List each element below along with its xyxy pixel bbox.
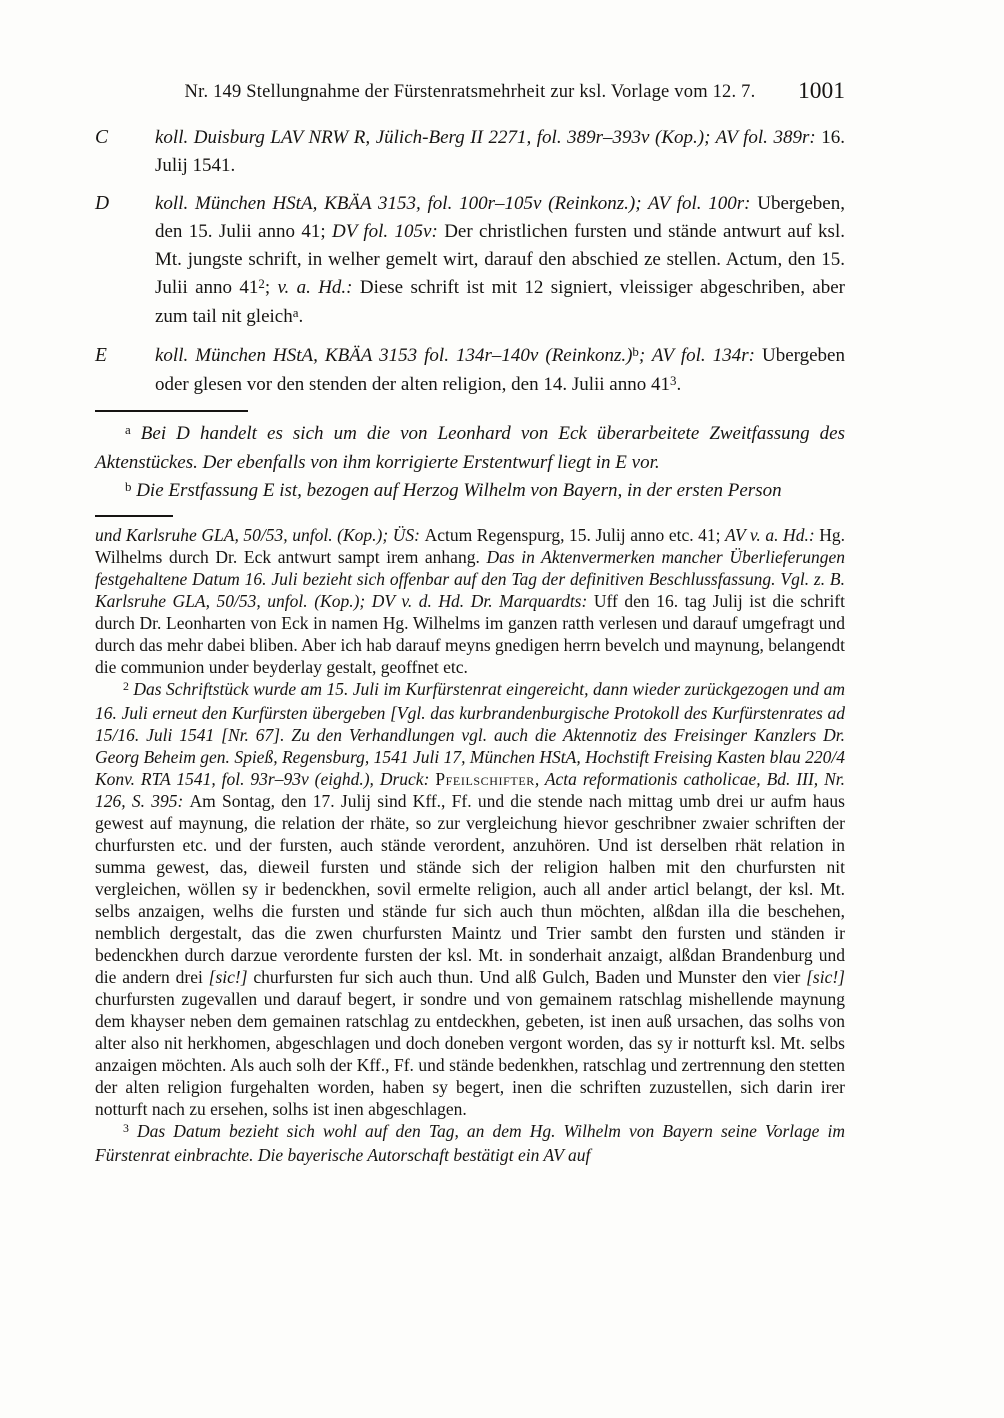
letter-footnotes: [95, 420, 845, 506]
footnote-3: $^3$ Das Datum bezieht sich wohl auf den Tag, an dem Hg. Wilhelm von Bayern seine Vorlage im Fürstenrat einbrachte. Die bayerische Autorschaft bestätigt ein AV auf: [95, 1121, 845, 1165]
footnote-b: $^b$ Die Erstfassung E ist, bezogen auf Herzog Wilhelm von Bayern, in der ersten Person: [125, 478, 782, 501]
source-entry-label: E: [95, 345, 107, 366]
source-entry-E: [95, 342, 845, 400]
letter-footnote-separator-rule: [95, 410, 248, 412]
number-footnotes: [95, 524, 845, 1166]
running-head: [95, 78, 845, 112]
source-entry-text: koll. München HStA, KBÄA 3153, fol. 100r–105v (Reinkonz.); AV fol. 100r: Ubergeben, den 15. Julii anno 41; DV fol. 105v: Der christlichen fursten und stände antwurt auf ksl. Mt. jungste schrift, in welher gemelt wirt, darauf den abschied ze stellen. Actum, den 15. Julii anno $41^2$; v. a. Hd.: Diese schrift ist mit 12 signiert, vleissiger abgeschriben, aber zum tail nit gleich$^a$.: [155, 193, 846, 327]
footnote-2: $^2$ Das Schriftstück wurde am 15. Juli im Kurfürstenrat eingereicht, dann wieder zurückgezogen und am 16. Juli erneut den Kurfürsten übergeben [Vgl. das kurbrandenburgische Protokoll des Kurfürstenrates ad 15/16. Juli 1541 [Nr. 67]. Zu den Verhandlungen vgl. auch die Aktennotiz des Freisinger Kanzlers Dr. Georg Beheim gen. Spieß, Regensburg, 1541 Juli 17, München HStA, Hochstift Freising Kasten blau 220/4 Konv. RTA 1541, fol. 93r–93v (eighd.), Druck: Pfeilschifter, Acta reformationis catholicae, Bd. III, Nr. 126, S. 395: Am Sontag, den 17. Julij sind Kff., Ff. und die stende nach mittag umb drei ur aufm haus gewest auf maynung, die relation der rhäte, so zur vergleichung hievor geschribner zwaier schriften der churfursten etc. und der fursten, auch stände verordent, anzuhören. Und ist derselben rhät relation in summa gewest, das, dieweil fursten und stände sich der religion halben mit den churfursten nit vergleichen, wöllen sy ir bedenckhen, sovil ermelte religion, auch all ander articl belangt, der ksl. Mt. selbs anzaigen, welhs die fursten und stände fur sich auch thun möchten, alßdan illa die beschehen, nemblich dergestalt, das die zwen churfursten Maintz und Trier sambt den fursten und ständen ir bedenckhen durch darzue verordente fursten der ksl. Mt. in sonderhait anzaigt, alßdan Brandenburg und die andern drei [sic!] churfursten fur sich auch thun. Und alß Gulch, Baden und Munster den vier [sic!] churfursten zugevallen und darauf begert, ir sondre und von gemainem ratschlag mishellende maynung dem khayser neben dem gemainen ratschlag zu entdeckhen, gebeten, ist inen auß ursachen, das solhs von alter also nit herkhomen, abgeschlagen und doch doneben vergont worden, das sy ir notturft ksl. Mt. selbs anzaigen möchten. Als auch solh der Kff., Ff. und stände bedenkhen, ratschlag und zertrennung den stetten der alten religion furgehalten worden, haben sy begert, inen die schriften zuzustellen, sich darin irer notturft nach zu ersehen, solhs ist inen abgeschlagen.: [95, 679, 845, 1119]
footnote-a: $^a$ Bei D handelt es sich um die von Leonhard von Eck überarbeitete Zweitfassung des Aktenstückes. Der ebenfalls von ihm korrigierte Erstentwurf liegt in E vor.: [95, 421, 845, 473]
source-entry-C: [95, 124, 845, 180]
source-entry-D: [95, 190, 845, 332]
number-footnote-separator-rule: [95, 515, 173, 517]
source-entry-text: koll. München HStA, KBÄA 3153 fol. 134r–140v (Reinkonz.)$^b$; AV fol. 134r: Ubergeben oder glesen vor den stenden der alten religion, den 14. Julii anno $41^3$.: [155, 343, 845, 395]
source-entry-label: C: [95, 127, 109, 148]
source-entry-text: koll. Duisburg LAV NRW R, Jülich-Berg II 2271, fol. 389r–393v (Kop.); AV fol. 389r: 16. Julij 1541.: [155, 127, 845, 176]
source-entry-label: D: [95, 193, 110, 214]
source-description-list: [95, 124, 845, 400]
header-title: Nr. 149 Stellungnahme der Fürstenratsmehrheit zur ksl. Vorlage vom 12. 7.: [184, 82, 756, 102]
footnote-1-continuation: und Karlsruhe GLA, 50/53, unfol. (Kop.); ÜS: Actum Regenspurg, 15. Julij anno etc. 41; AV v. a. Hd.: Hg. Wilhelms durch Dr. Eck antwurt sampt irem anhang. Das in Aktenvermerken mancher Überlieferungen festgehaltene Datum 16. Juli bezieht sich offenbar auf den Tag der definitiven Beschlussfassung. Vgl. z. B. Karlsruhe GLA, 50/53, unfol. (Kop.); DV v. d. Hd. Dr. Marquardts: Uff den 16. tag Julij ist die schrift durch Dr. Leonharten von Eck in namen Hg. Wilhelms im ganzen ratth verlesen und darauf umgefragt und durch das mehr dabei bliben. Aber ich hab darauf meyns gnedigen herrn bevelch und maynung, belangendt die communion under beyderlay gestalt, geoffnet etc.: [95, 525, 845, 677]
page-number: 1001: [798, 78, 845, 104]
